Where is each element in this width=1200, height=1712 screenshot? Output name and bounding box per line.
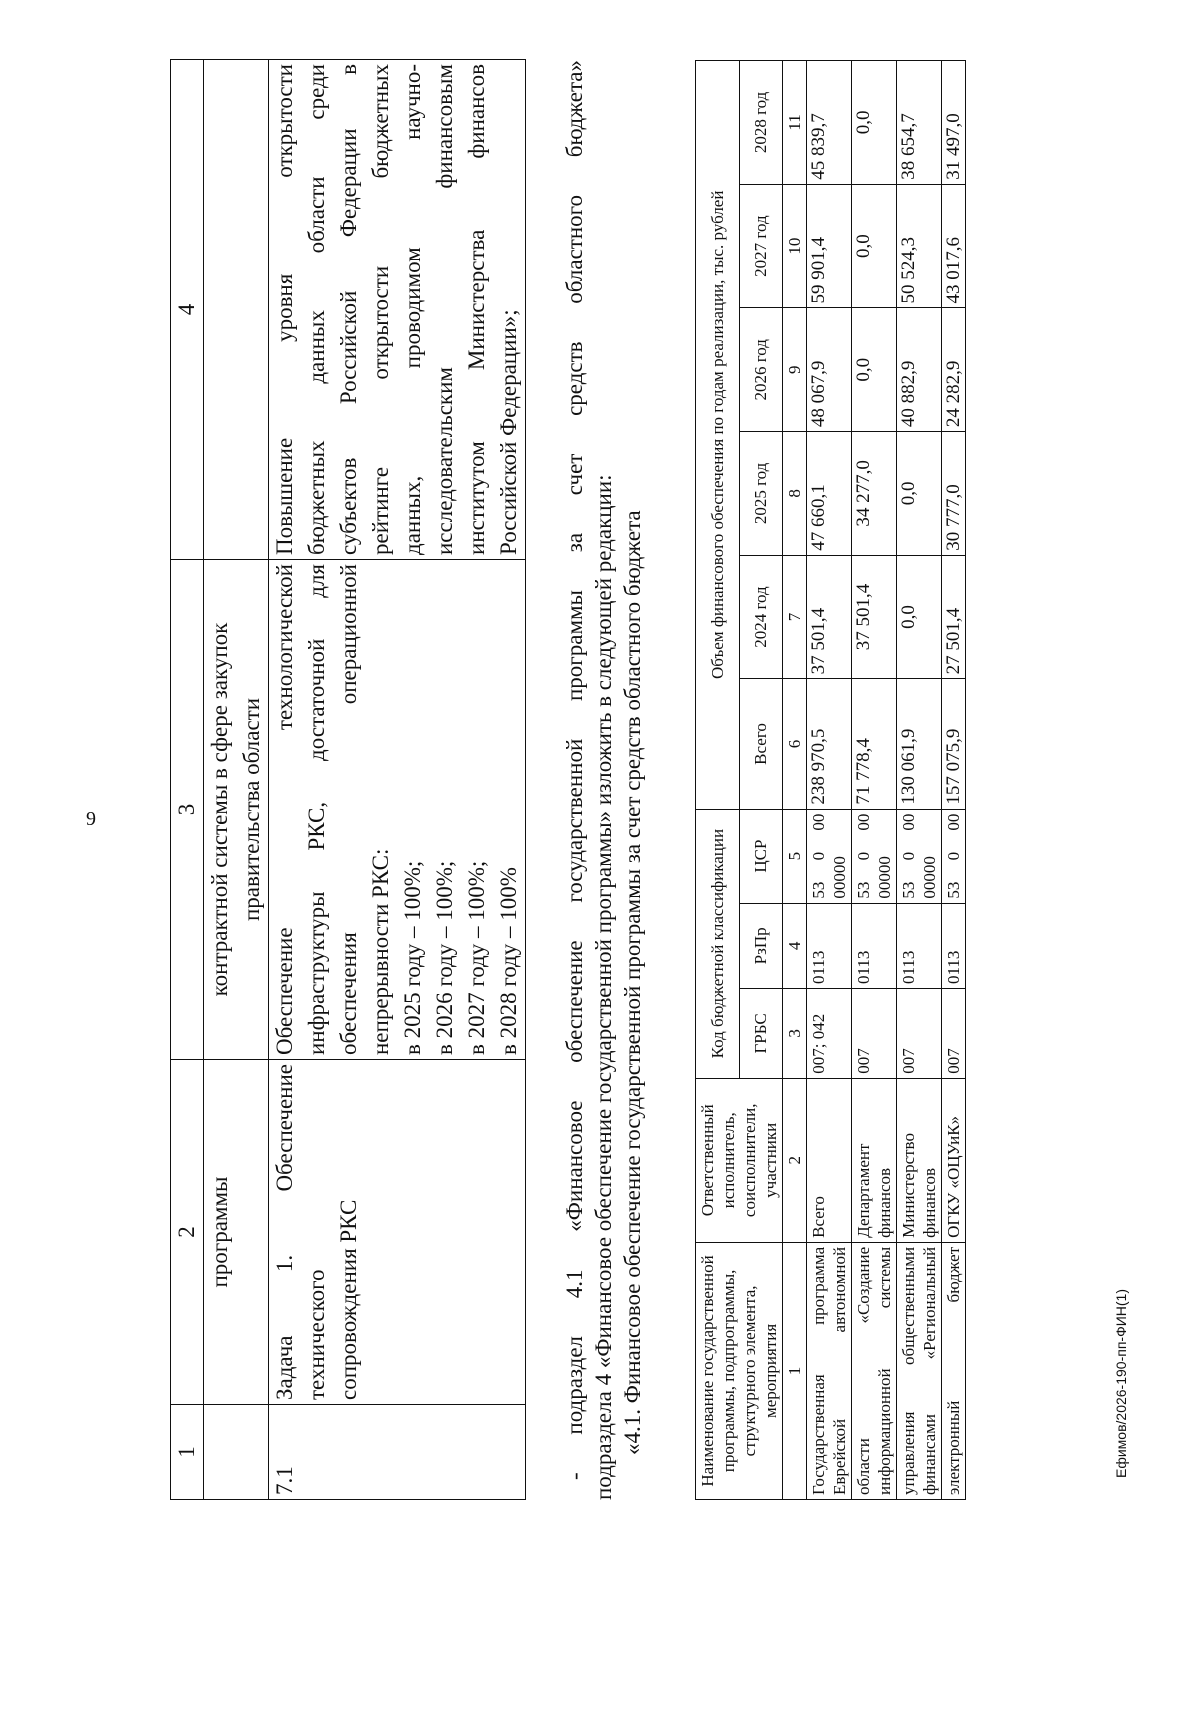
value-2025-cell: 0,0 [897, 432, 942, 556]
cell-line: правительства области [239, 697, 264, 922]
financing-header-row [696, 61, 740, 1500]
table-row [807, 61, 852, 1500]
executor-cell: Министерство финансов [897, 1078, 942, 1242]
executor-header: Ответственный исполнитель, соисполнители, участники [696, 1078, 783, 1242]
value-2026-cell: 24 282,9 [942, 308, 966, 432]
table-row [942, 61, 966, 1500]
document-code: Ефимов/2026-190-пп-ФИН(1) [1113, 1289, 1129, 1478]
cell-line: непрерывности РКС: [368, 848, 393, 1055]
column-number: 4 [783, 903, 807, 988]
cell-line: рейтинге открытости бюджетных [368, 64, 393, 555]
value-2028-cell: 38 654,7 [897, 61, 942, 185]
table-row [852, 61, 897, 1500]
table-row [897, 61, 942, 1500]
value-2026-cell: 40 882,9 [897, 308, 942, 432]
cell-line: бюджетных данных области среди [304, 64, 329, 555]
csr-cell: 53 0 00 00000 [897, 809, 942, 903]
csr-cell: 53 0 00 [942, 809, 966, 903]
value-2027-cell: 43 017,6 [942, 184, 966, 308]
financing-table [695, 60, 966, 1500]
program-name-cell: управления общественными финансами «Региональный [897, 1242, 942, 1499]
total-header: Всего [739, 679, 783, 809]
year-header-2028: 2028 год [739, 61, 783, 185]
budget-code-header: Код бюджетной классификации [696, 809, 740, 1078]
value-2027-cell: 50 524,3 [897, 184, 942, 308]
rotated-page-content [0, 60, 1080, 1600]
value-2028-cell: 45 839,7 [807, 61, 852, 185]
cell-line: субъектов Российской Федерации в [336, 64, 361, 555]
value-2025-cell: 34 277,0 [852, 432, 897, 556]
amendment-paragraph [560, 60, 647, 1500]
cell-line: в 2028 году – 100% [496, 867, 521, 1055]
value-2024-cell: 27 501,4 [942, 555, 966, 679]
column-number: 11 [783, 61, 807, 185]
column-numbers-row [783, 61, 807, 1500]
total-cell: 238 970,5 [807, 679, 852, 809]
document-code-footer [1113, 1289, 1129, 1478]
column-number: 2 [783, 1078, 807, 1242]
header-cell: 3 [171, 560, 204, 1060]
total-cell: 71 778,4 [852, 679, 897, 809]
column-number: 7 [783, 555, 807, 679]
grbs-header: ГРБС [739, 989, 783, 1079]
value-2024-cell: 37 501,4 [807, 555, 852, 679]
value-2028-cell: 0,0 [852, 61, 897, 185]
row-number: 7.1 [269, 1405, 526, 1500]
header-cell: 4 [171, 60, 204, 560]
cell-line: сопровождения РКС [336, 1199, 361, 1400]
header-cell: 2 [171, 1060, 204, 1405]
rzpr-cell: 0113 [807, 903, 852, 988]
program-name-cell: области «Создание информационной системы [852, 1242, 897, 1499]
indicator-cell [269, 560, 526, 1060]
paragraph-line: - подраздел 4.1 «Финансовое обеспечение государственной программы за счет средств областного бюджета» [562, 60, 587, 1480]
indicators-table [170, 59, 526, 1500]
column-number: 1 [783, 1242, 807, 1499]
volume-header: Объем финансового обеспечения по годам реализации, тыс. рублей [696, 61, 740, 810]
program-name-cell: Государственная программа Еврейской автономной [807, 1242, 852, 1499]
paragraph-line: подраздела 4 «Финансовое обеспечение государственной программы» изложить в следующей редакции: [591, 474, 616, 1500]
table-cell [204, 560, 269, 1060]
cell-line: обеспечения операционной [336, 564, 361, 1055]
cell-line: данных, проводимом научно- [400, 64, 425, 555]
value-2027-cell: 59 901,4 [807, 184, 852, 308]
cell-line: Повышение уровня открытости [272, 64, 297, 555]
header-cell: 1 [171, 1405, 204, 1500]
column-number: 8 [783, 432, 807, 556]
page-number: 9 [86, 808, 96, 830]
indicators-table-header [171, 60, 204, 1500]
program-name-cell: электронный бюджет [942, 1242, 966, 1499]
grbs-cell: 007; 042 [807, 989, 852, 1079]
cell-line: институтом Министерства финансов [464, 64, 489, 555]
section-heading: «4.1. Финансовое обеспечение государственной программы за счет средств областного бюджета [620, 510, 645, 1455]
year-header-2025: 2025 год [739, 432, 783, 556]
cell-line: Задача 1. Обеспечение [272, 1064, 297, 1400]
cell-line: Обеспечение технологической [272, 564, 297, 1055]
cell-line: в 2025 году – 100%; [400, 860, 425, 1055]
table-row [269, 60, 526, 1500]
year-header-2027: 2027 год [739, 184, 783, 308]
csr-cell: 53 0 00 00000 [852, 809, 897, 903]
task-cell [269, 1060, 526, 1405]
value-2024-cell: 37 501,4 [852, 555, 897, 679]
column-number: 3 [783, 989, 807, 1079]
table-cell [204, 60, 269, 560]
executor-cell: ОГКУ «ОЦУиК» [942, 1078, 966, 1242]
rzpr-header: РзПр [739, 903, 783, 988]
column-number: 5 [783, 809, 807, 903]
table-cell: программы [204, 1060, 269, 1405]
total-cell: 157 075,9 [942, 679, 966, 809]
value-2028-cell: 31 497,0 [942, 61, 966, 185]
rzpr-cell: 0113 [897, 903, 942, 988]
cell-line: инфраструктуры РКС, достаточной для [304, 564, 329, 1055]
column-number: 6 [783, 679, 807, 809]
grbs-cell: 007 [942, 989, 966, 1079]
value-2026-cell: 0,0 [852, 308, 897, 432]
csr-cell: 53 0 00 00000 [807, 809, 852, 903]
value-2025-cell: 47 660,1 [807, 432, 852, 556]
cell-line: в 2026 году – 100%; [432, 860, 457, 1055]
rzpr-cell: 0113 [942, 903, 966, 988]
cell-line: исследовательским финансовым [432, 64, 457, 555]
table-cell [204, 1405, 269, 1500]
value-2024-cell: 0,0 [897, 555, 942, 679]
year-header-2026: 2026 год [739, 308, 783, 432]
column-number: 9 [783, 308, 807, 432]
total-cell: 130 061,9 [897, 679, 942, 809]
value-2025-cell: 30 777,0 [942, 432, 966, 556]
executor-cell: Департамент финансов [852, 1078, 897, 1242]
cell-line: Российской Федерации»; [496, 309, 521, 555]
value-2027-cell: 0,0 [852, 184, 897, 308]
grbs-cell: 007 [897, 989, 942, 1079]
value-2026-cell: 48 067,9 [807, 308, 852, 432]
cell-line: в 2027 году – 100%; [464, 860, 489, 1055]
column-number: 10 [783, 184, 807, 308]
cell-line: технического [304, 1269, 329, 1400]
grbs-cell: 007 [852, 989, 897, 1079]
continuation-row [204, 60, 269, 1500]
year-header-2024: 2024 год [739, 555, 783, 679]
rzpr-cell: 0113 [852, 903, 897, 988]
result-cell [269, 60, 526, 560]
executor-cell: Всего [807, 1078, 852, 1242]
cell-line: контрактной системы в сфере закупок [207, 622, 232, 997]
csr-header: ЦСР [739, 809, 783, 903]
name-header: Наименование государственной программы, подпрограммы, структурного элемента, мероприятия [696, 1242, 783, 1499]
